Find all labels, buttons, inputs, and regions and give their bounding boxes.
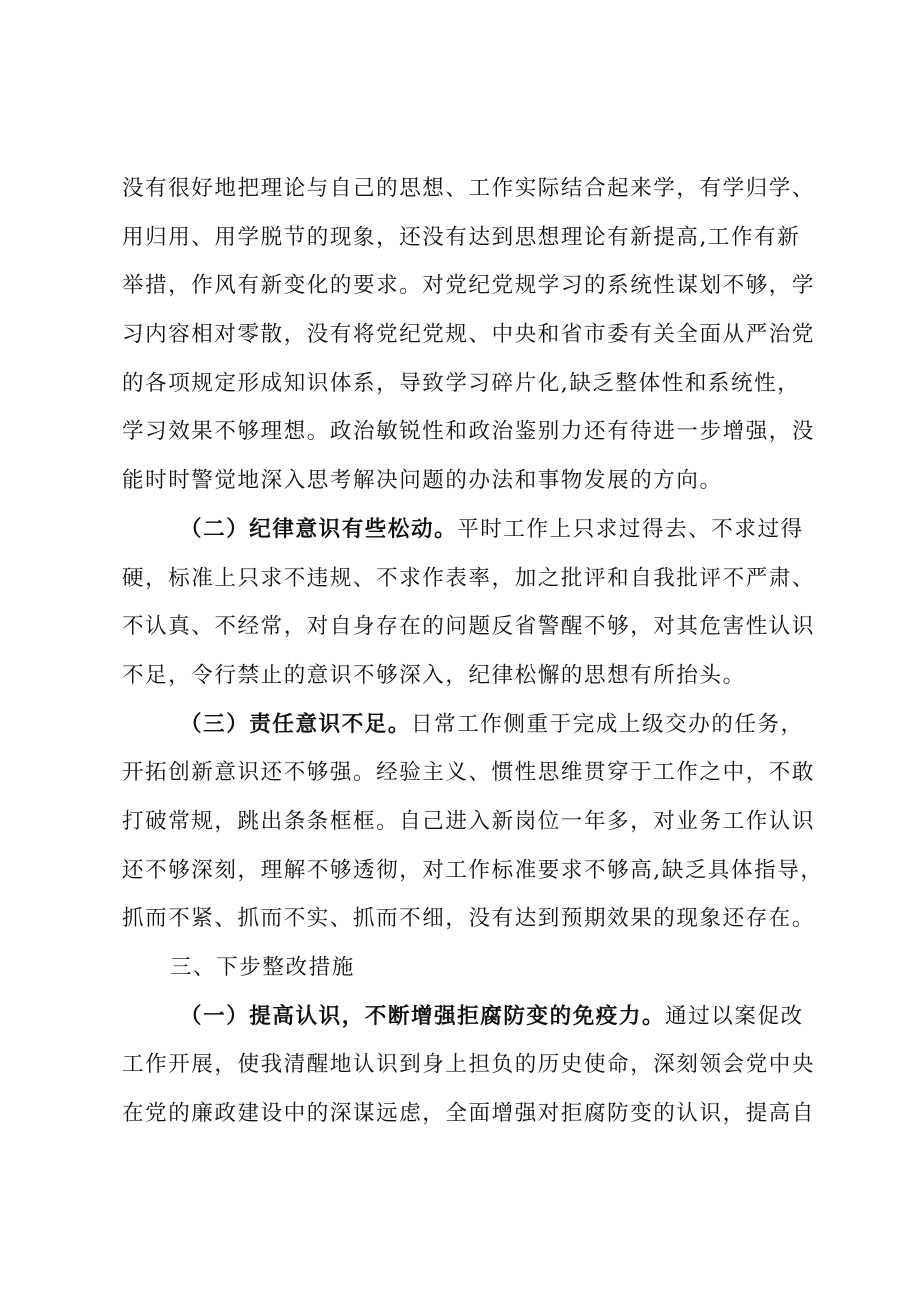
body-line: 用归用、用学脱节的现象，还没有达到思想理论有新提高,工作有新 [122, 224, 801, 250]
section-heading: 三、下步整改措施 [170, 955, 355, 980]
body-line: 习内容相对零散，没有将党纪党规、中央和省市委有关全面从严治党 [122, 322, 816, 348]
paragraph-first-line [122, 993, 822, 1042]
body-line: 工作开展，使我清醒地认识到身上担负的历史使命，深刻领会党中央 [122, 1052, 816, 1078]
paragraph-title: （三）责任意识不足。 [180, 711, 412, 737]
body-line: 抓而不紧、抓而不实、抓而不细，没有达到预期效果的现象还存在。 [122, 906, 816, 932]
body-line: 举措，作风有新变化的要求。对党纪党规学习的系统性谋划不够，学 [122, 273, 816, 299]
body-line: 在党的廉政建设中的深谋远虑，全面增强对拒腐防变的认识，提高自 [122, 1101, 816, 1127]
paragraph-text: 日常工作侧重于完成上级交办的任务， [411, 711, 804, 737]
document-body [122, 165, 822, 1139]
paragraph-title: （一）提高认识，不断增强拒腐防变的免疫力。 [180, 1003, 666, 1029]
body-line: 没有很好地把理论与自己的思想、工作实际结合起来学，有学归学、 [122, 176, 816, 201]
body-line: 的各项规定形成知识体系，导致学习碎片化,缺乏整体性和系统性， [122, 370, 801, 396]
body-line: 不认真、不经常，对自身存在的问题反省警醒不够，对其危害性认识 [122, 614, 816, 640]
paragraph-text: 平时工作上只求过得去、不求过得 [457, 516, 804, 542]
body-line: 学习效果不够理想。政治敏锐性和政治鉴别力还有待进一步增强，没 [122, 419, 816, 445]
body-line: 硬，标准上只求不违规、不求作表率，加之批评和自我批评不严肃、 [122, 565, 816, 591]
paragraph-first-line [122, 506, 822, 555]
paragraph-first-line [122, 701, 822, 750]
body-line: 开拓创新意识还不够强。经验主义、惯性思维贯穿于工作之中，不敢 [122, 760, 816, 786]
body-line: 打破常规，跳出条条框框。自己进入新岗位一年多，对业务工作认识 [122, 808, 816, 834]
body-line: 不足，令行禁止的意识不够深入，纪律松懈的思想有所抬头。 [122, 662, 746, 688]
body-line: 能时时警觉地深入思考解决问题的办法和事物发展的方向。 [122, 468, 723, 494]
body-line: 还不够深刻，理解不够透彻，对工作标准要求不够高,缺乏具体指导， [122, 857, 824, 883]
paragraph-text: 通过以案促改 [665, 1003, 804, 1029]
paragraph-title: （二）纪律意识有些松动。 [180, 516, 458, 542]
